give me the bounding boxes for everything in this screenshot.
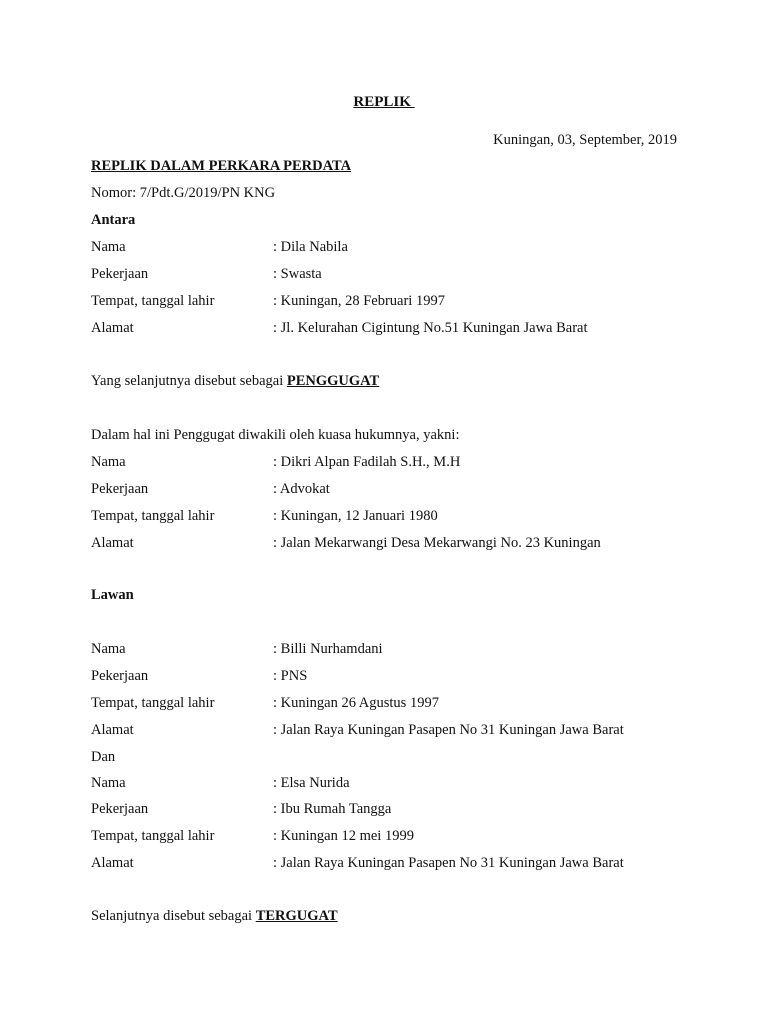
row-label: Tempat, tanggal lahir (91, 508, 215, 524)
row-value: : Kuningan 26 Agustus 1997 (273, 695, 439, 711)
row-label: Alamat (91, 722, 134, 738)
row-label: Pekerjaan (91, 481, 149, 497)
row-label: Alamat (91, 855, 134, 871)
row-value: : PNS (273, 668, 308, 684)
row-label: Nama (91, 239, 126, 255)
document-title: REPLIK (353, 94, 415, 110)
defendant-designation (91, 908, 338, 925)
row-value: : Kuningan, 12 Januari 1980 (273, 508, 438, 524)
row-label: Alamat (91, 535, 134, 551)
designation-prefix: Yang selanjutnya disebut sebagai (91, 373, 287, 389)
tergugat-label: TERGUGAT (255, 908, 338, 924)
row-value: : Kuningan 12 mei 1999 (273, 828, 414, 844)
penggugat-label: PENGGUGAT (286, 373, 380, 389)
row-value: : Jl. Kelurahan Cigintung No.51 Kuningan Jawa Barat (273, 320, 588, 336)
row-value: : Swasta (273, 266, 322, 282)
row-label: Tempat, tanggal lahir (91, 695, 215, 711)
plaintiff-designation (91, 373, 379, 390)
row-label: Pekerjaan (91, 266, 149, 282)
antara-label: Antara (91, 212, 136, 228)
designation-prefix: Selanjutnya disebut sebagai (91, 908, 256, 924)
row-value: : Kuningan, 28 Februari 1997 (273, 293, 445, 309)
row-label: Tempat, tanggal lahir (91, 828, 215, 844)
place-date: Kuningan, 03, September, 2019 (493, 132, 677, 148)
row-value: : Ibu Rumah Tangga (273, 801, 392, 817)
row-value: : Billi Nurhamdani (273, 641, 383, 657)
row-label: Pekerjaan (91, 668, 149, 684)
case-heading: REPLIK DALAM PERKARA PERDATA (91, 158, 352, 174)
row-value: : Dila Nabila (273, 239, 348, 255)
row-label: Tempat, tanggal lahir (91, 293, 215, 309)
row-label: Pekerjaan (91, 801, 149, 817)
row-value: : Advokat (273, 481, 330, 497)
row-value: : Elsa Nurida (273, 775, 350, 791)
row-value: : Jalan Raya Kuningan Pasapen No 31 Kuningan Jawa Barat (273, 722, 624, 738)
row-label: Nama (91, 775, 126, 791)
dan-label: Dan (91, 749, 116, 765)
row-value: : Jalan Raya Kuningan Pasapen No 31 Kuningan Jawa Barat (273, 855, 624, 871)
lawan-label: Lawan (91, 587, 134, 603)
row-value: : Jalan Mekarwangi Desa Mekarwangi No. 23 Kuningan (273, 535, 601, 551)
row-label: Nama (91, 641, 126, 657)
counsel-intro: Dalam hal ini Penggugat diwakili oleh kuasa hukumnya, yakni: (91, 427, 460, 443)
row-label: Alamat (91, 320, 134, 336)
case-number: Nomor: 7/Pdt.G/2019/PN KNG (91, 185, 276, 201)
row-label: Nama (91, 454, 126, 470)
row-value: : Dikri Alpan Fadilah S.H., M.H (273, 454, 461, 470)
